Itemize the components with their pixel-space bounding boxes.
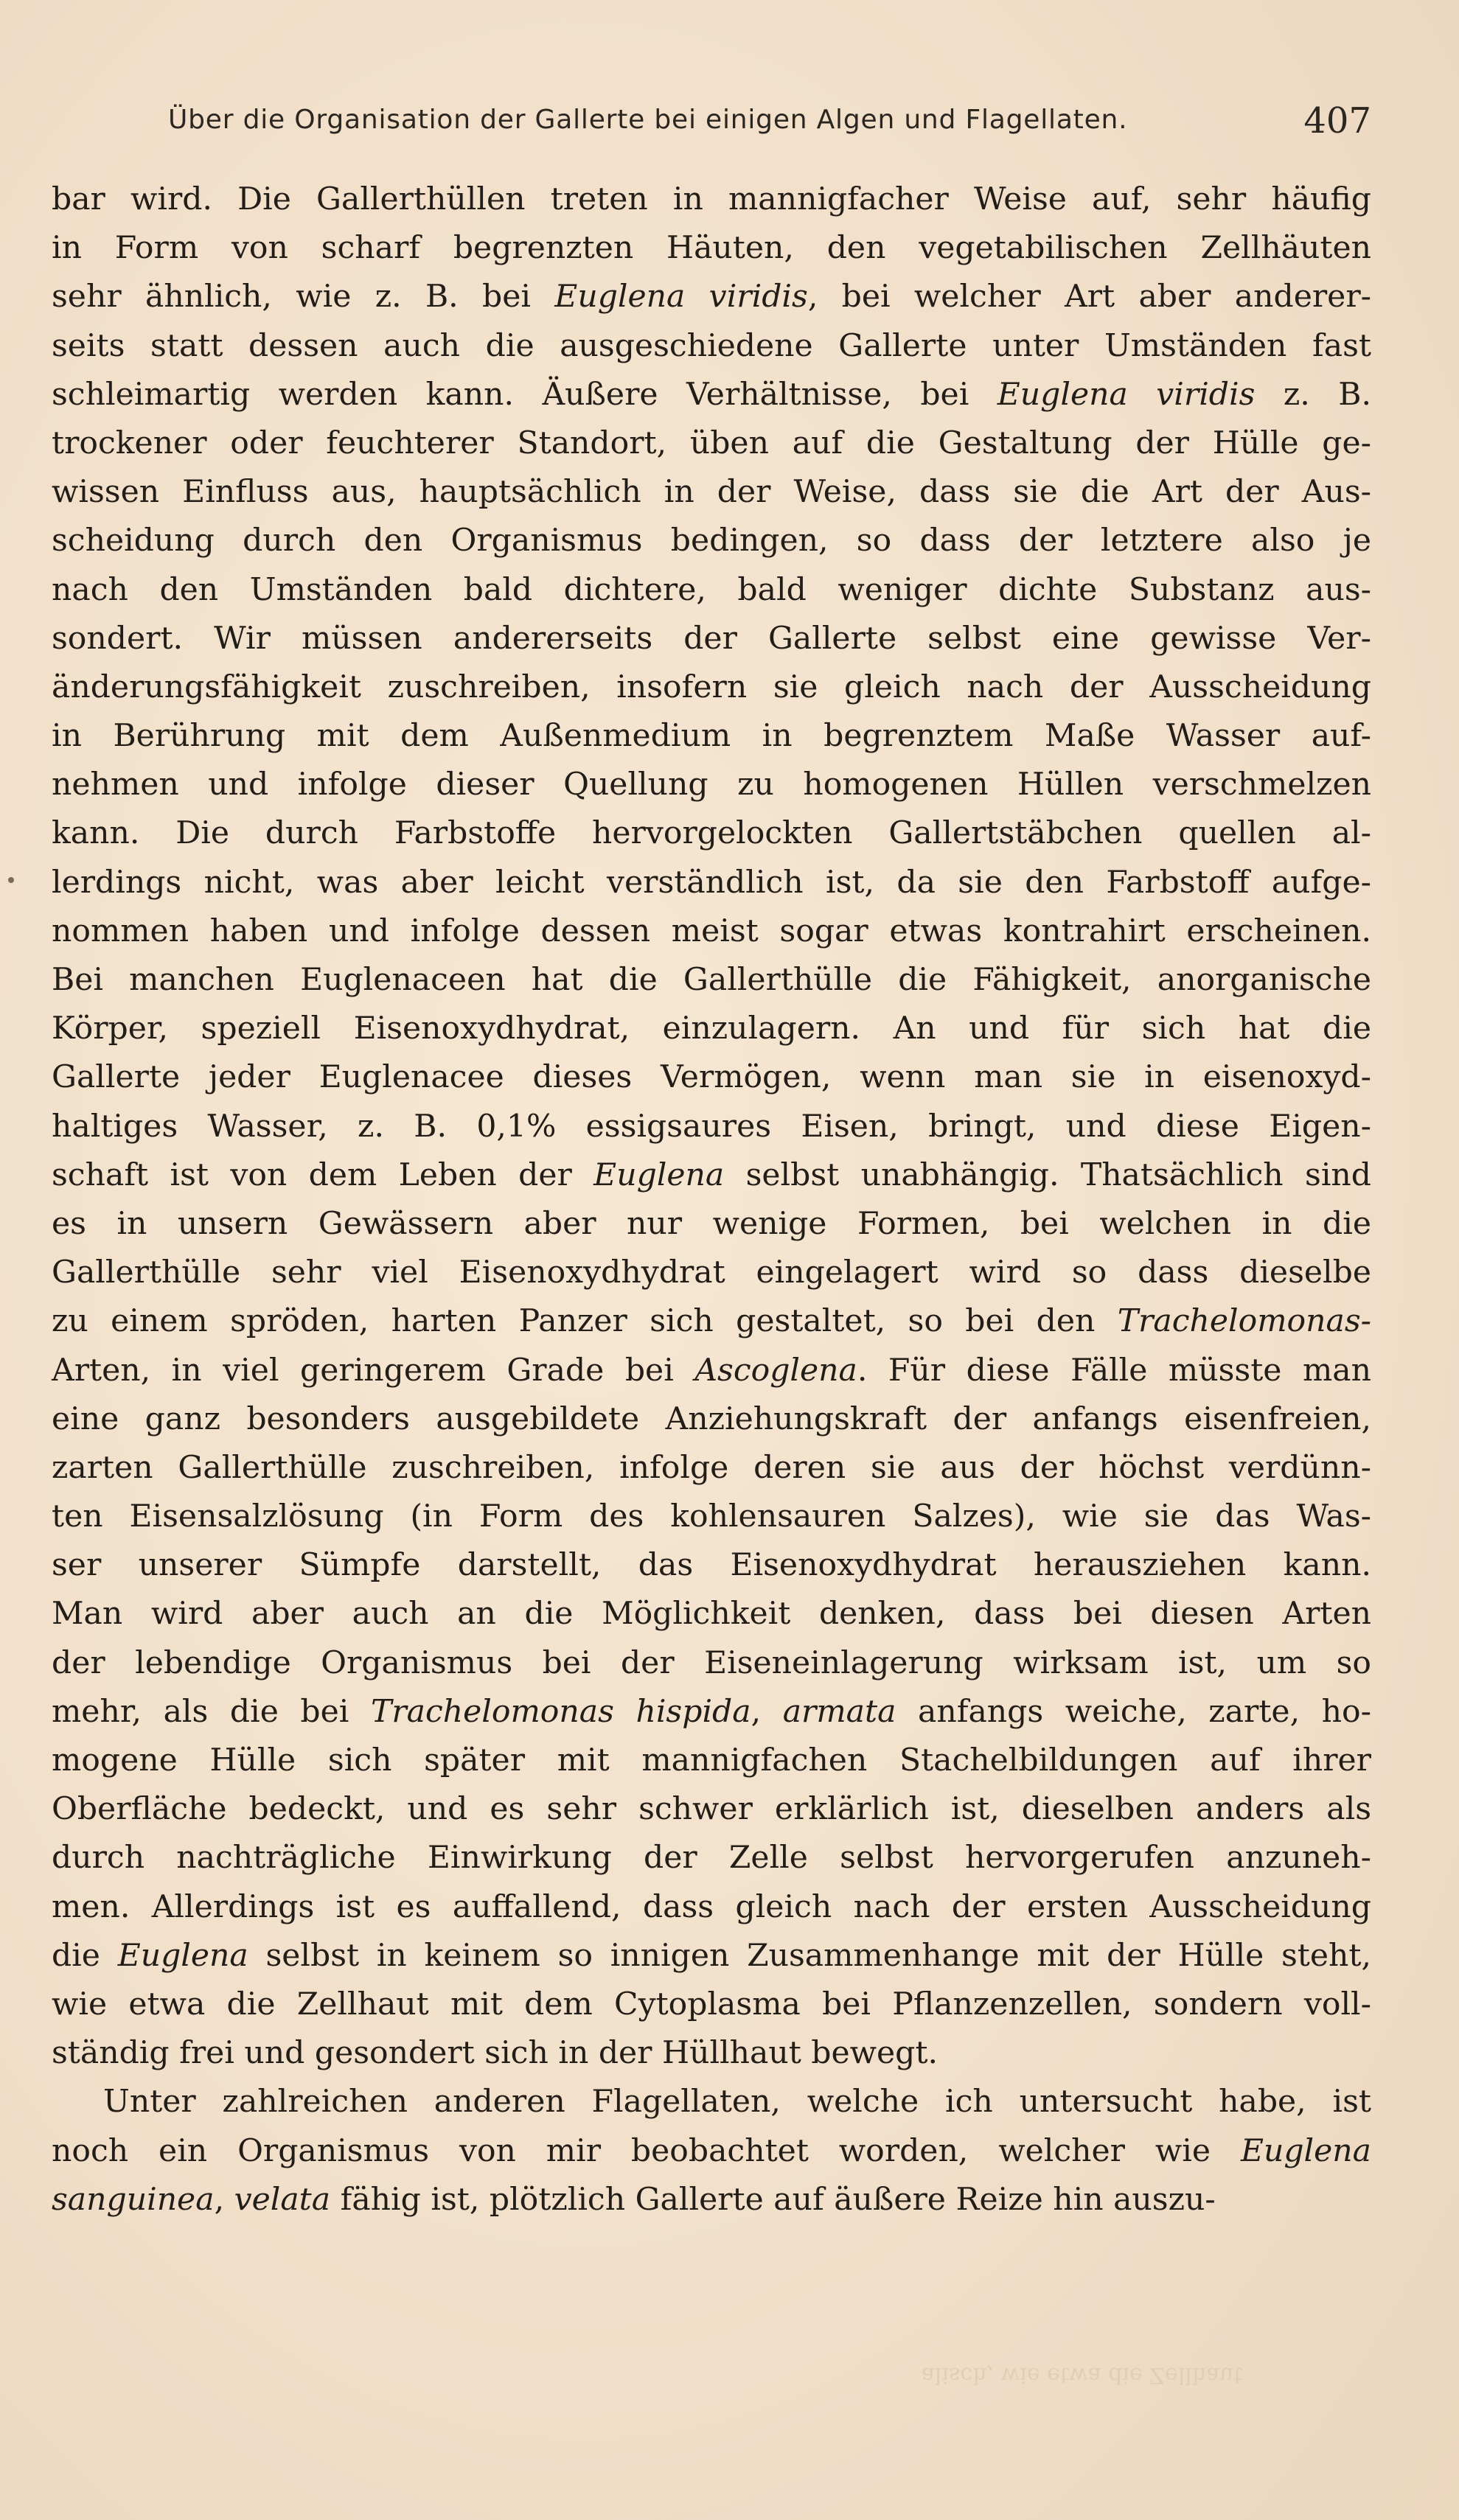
text-line [52,1395,1371,1444]
text-line [52,663,1371,712]
text-line [52,907,1371,956]
margin-mark [8,877,14,883]
italic-run: sanguinea [52,2181,215,2218]
text-line [52,2078,1371,2126]
text-run: , [751,1693,783,1730]
text-line [52,273,1371,321]
text-run: schaft ist von dem Leben der [52,1156,594,1193]
text-run: lerdings nicht, was aber leicht verständlich ist, da sie den Farbstoff aufge- [52,864,1371,901]
text-line [52,2127,1371,2176]
text-run: men. Allerdings ist es auffallend, dass gleich nach der ersten Ausscheidung [52,1888,1371,1925]
bleed-through-text: alisch, wie etwa die Zellhaut [922,2362,1243,2388]
text-run: ser unserer Sümpfe darstellt, das Eisenoxydhydrat herausziehen kann. [52,1547,1371,1584]
text-line [52,1103,1371,1151]
text-run: ständig frei und gesondert sich in der Hüllhaut bewegt. [52,2035,938,2072]
text-line [52,1590,1371,1638]
text-line [52,468,1371,517]
text-line [52,1249,1371,1297]
text-line [52,1883,1371,1932]
text-run: z. B. [1255,376,1371,413]
text-run: mehr, als die bei [52,1693,371,1730]
italic-run: Trachelomonas hispida [370,1693,751,1730]
text-run: noch ein Organismus von mir beobachtet worden, welcher wie [52,2132,1241,2169]
text-run: . Für diese Fälle müsste man [857,1352,1371,1389]
text-run: scheidung durch den Organismus bedingen, so dass der letztere also je [52,523,1371,559]
body-text [52,175,1371,2224]
text-line [52,1834,1371,1882]
text-run: sehr ähnlich, wie z. B. bei [52,279,555,315]
text-line [52,175,1371,224]
text-run: trockener oder feuchterer Standort, üben auf die Gestaltung der Hülle ge- [52,425,1371,461]
text-line [52,712,1371,761]
text-run: in Berührung mit dem Außenmedium in begrenztem Maße Wasser auf- [52,718,1371,755]
italic-run: armata [782,1693,896,1730]
text-run: Gallerthülle sehr viel Eisenoxydhydrat eingelagert wird so dass dieselbe [52,1254,1371,1291]
text-run: schleimartig werden kann. Äußere Verhältnisse, bei [52,376,997,413]
text-line [52,1005,1371,1053]
text-run: mogene Hülle sich später mit mannigfachen Stachelbildungen auf ihrer [52,1742,1371,1779]
text-run: wie etwa die Zellhaut mit dem Cytoplasma bei Pflanzenzellen, sondern voll- [52,1986,1371,2022]
text-line [52,566,1371,615]
text-run: selbst in keinem so innigen Zusammenhange mit der Hülle steht, [248,1937,1371,1974]
text-line [52,1737,1371,1785]
text-run: Körper, speziell Eisenoxydhydrat, einzulagern. An und für sich hat die [52,1011,1371,1047]
text-run: wissen Einfluss aus, hauptsächlich in der Weise, dass sie die Art der Aus- [52,474,1371,511]
text-run: nach den Umständen bald dichtere, bald weniger dichte Substanz aus- [52,571,1371,608]
text-run: sondert. Wir müssen andererseits der Gallerte selbst eine gewisse Ver- [52,620,1371,657]
text-run: nehmen und infolge dieser Quellung zu homogenen Hüllen verschmelzen [52,767,1371,803]
text-run: selbst unabhängig. Thatsächlich sind [724,1156,1371,1193]
text-run: nommen haben und infolge dessen meist sogar etwas kontrahirt erscheinen. [52,912,1371,949]
text-run: anfangs weiche, zarte, ho- [896,1693,1371,1730]
text-line [52,615,1371,663]
text-line [52,1541,1371,1590]
text-line [52,1200,1371,1249]
italic-run: Euglena viridis [554,279,808,315]
text-line [52,761,1371,809]
text-line [52,224,1371,273]
text-line [52,1347,1371,1395]
text-run: in Form von scharf begrenzten Häuten, den vegetabilischen Zellhäuten [52,230,1371,267]
text-run: Man wird aber auch an die Möglichkeit denken, dass bei diesen Arten [52,1596,1371,1633]
page-number: 407 [1303,100,1371,142]
text-line [52,517,1371,565]
text-run: Gallerte jeder Euglenacee dieses Vermögen, wenn man sie in eisenoxyd- [52,1059,1371,1096]
text-line [52,1639,1371,1688]
text-line [52,1932,1371,1980]
text-line [52,371,1371,419]
text-run: haltiges Wasser, z. B. 0,1% essigsaures Eisen, bringt, und diese Eigen- [52,1108,1371,1145]
italic-run: Ascoglena [694,1352,857,1389]
text-line [52,1151,1371,1200]
text-line [52,859,1371,907]
text-run: die [52,1937,118,1974]
text-line [52,1980,1371,2029]
text-run: Arten, in viel geringerem Grade bei [52,1352,695,1389]
text-run: bar wird. Die Gallerthüllen treten in mannigfacher Weise auf, sehr häufig [52,181,1371,217]
text-run: Unter zahlreichen anderen Flagellaten, welche ich untersucht habe, ist [103,2084,1371,2121]
italic-run: Euglena viridis [997,376,1256,413]
text-run: durch nachträgliche Einwirkung der Zelle selbst hervorgerufen anzuneh- [52,1840,1371,1877]
text-line [52,2176,1371,2224]
text-line [52,809,1371,858]
text-run: Bei manchen Euglenaceen hat die Gallerthülle die Fähigkeit, anorganische [52,962,1371,998]
page-header [168,94,1371,153]
text-line [52,1053,1371,1102]
text-run: änderungsfähigkeit zuschreiben, insofern sie gleich nach der Ausscheidung [52,669,1371,705]
text-line [52,1493,1371,1541]
text-run: ten Eisensalzlösung (in Form des kohlensauren Salzes), wie sie das Was- [52,1498,1371,1535]
text-line [52,322,1371,371]
text-run: zu einem spröden, harten Panzer sich gestaltet, so bei den [52,1303,1118,1340]
italic-run: Euglena [593,1156,725,1193]
text-line [52,1444,1371,1493]
text-line [52,956,1371,1005]
text-line [52,419,1371,468]
text-run: , [214,2181,234,2218]
text-run: seits statt dessen auch die ausgeschiedene Gallerte unter Umständen fast [52,327,1371,364]
text-run: , bei welcher Art aber anderer- [807,279,1371,315]
italic-run: Trachelomonas- [1117,1303,1371,1340]
running-head: Über die Organisation der Gallerte bei einigen Algen und Flagellaten. [168,105,1128,135]
text-run: es in unsern Gewässern aber nur wenige Formen, bei welchen in die [52,1205,1371,1242]
text-line [52,1785,1371,1834]
text-run: Oberfläche bedeckt, und es sehr schwer erklärlich ist, dieselben anders als [52,1791,1371,1828]
italic-run: Euglena [1240,2132,1371,2169]
text-line [52,1297,1371,1346]
text-run: eine ganz besonders ausgebildete Anziehungskraft der anfangs eisenfreien, [52,1400,1371,1437]
text-line [52,2029,1371,2078]
italic-run: velata [234,2181,331,2218]
italic-run: Euglena [117,1937,248,1974]
text-run: kann. Die durch Farbstoffe hervorgelockten Gallertstäbchen quellen al- [52,815,1371,852]
text-run: zarten Gallerthülle zuschreiben, infolge deren sie aus der höchst verdünn- [52,1449,1371,1486]
text-run: der lebendige Organismus bei der Eiseneinlagerung wirksam ist, um so [52,1644,1371,1681]
text-run: fähig ist, plötzlich Gallerte auf äußere Reize hin auszu- [330,2181,1216,2218]
text-line [52,1688,1371,1737]
